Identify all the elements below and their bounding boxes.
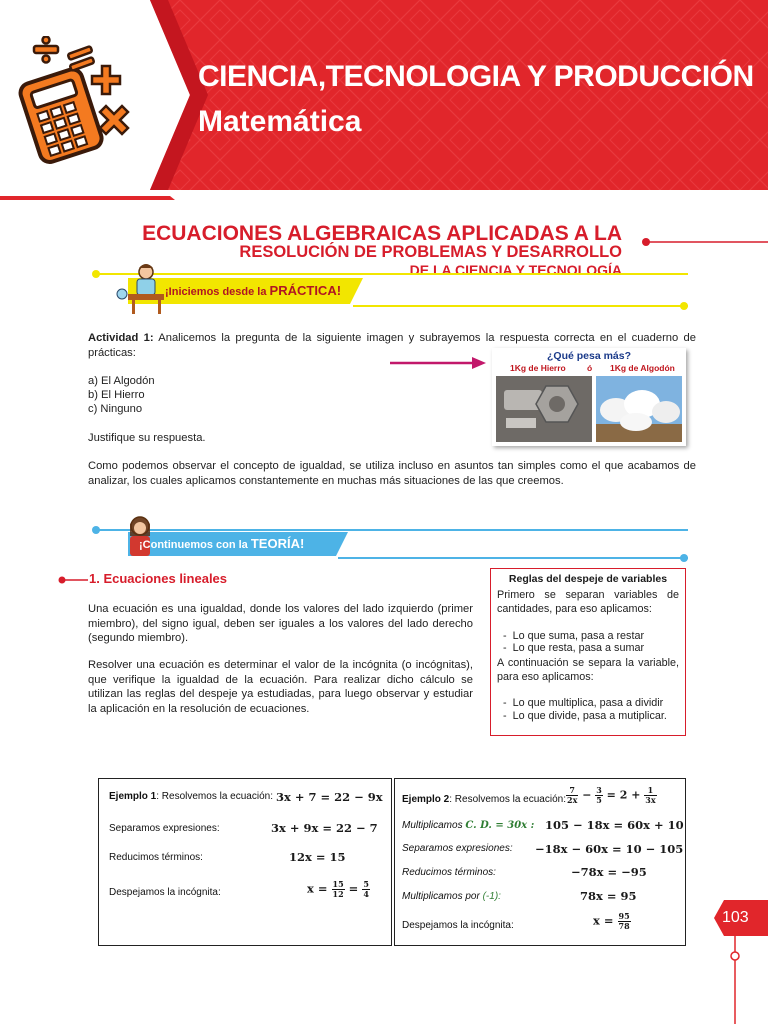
activity-option-c: c) Ninguno [88, 403, 143, 415]
example1-step3-math: x = $\frac{15}{12}$ = $\frac{5}{4}$ [307, 879, 369, 899]
example2-step2-label: Separamos expresiones: [402, 843, 513, 854]
section-title-line2: RESOLUCIÓN DE PROBLEMAS Y DESARROLLO [239, 243, 622, 261]
rules-item-subtract: - Lo que resta, pasa a sumar [503, 642, 645, 654]
section-title-line1: ECUACIONES ALGEBRAICAS APLICADAS A LA [142, 222, 622, 245]
equality-paragraph: Como podemos observar el concepto de igualdad, se utiliza incluso en asuntos tan simples como el que acabamos de analizar, los cuales aplicamos constantemente en muchas más situaciones de las que creemos. [88, 460, 696, 487]
example1-box [98, 778, 392, 946]
example2-step3-math: −78x = −95 [571, 865, 647, 879]
calculator-math-symbols-icon [14, 36, 144, 166]
activity-option-b: b) El Hierro [88, 389, 145, 401]
cotton-label: 1Kg de Algodón [610, 363, 675, 373]
page-number: 103 [722, 909, 749, 926]
example2-label: Ejemplo 2: Resolvemos la ecuación: [402, 794, 566, 805]
linear-definition: Una ecuación es una igualdad, donde los valores del lado izquierdo (primer miembro), del signo igual, deben ser iguales a los valores del lado derecho (segundo miembro). [88, 603, 473, 644]
example2-step2-math: −18x − 60x = 10 − 105 [535, 842, 684, 856]
rules-box [490, 568, 686, 736]
heading-bullet [56, 572, 90, 588]
example2-step4-math: 78x = 95 [580, 889, 637, 903]
example1-step2-label: Reducimos términos: [109, 852, 203, 863]
section-title-line3: DE LA CIENCIA Y TECNOLOGÍA [409, 262, 622, 278]
activity-instructions: Actividad 1: Analicemos la pregunta de la siguiente imagen y subrayemos la respuesta correcta en el cuaderno de prácticas: [88, 332, 696, 359]
subject-area-title: CIENCIA,TECNOLOGIA Y PRODUCCIÓN [198, 60, 754, 93]
title-decor-line [636, 232, 768, 252]
example1-label: Ejemplo 1: Resolvemos la ecuación: [109, 791, 273, 802]
example1-step1-math: 3x + 9x = 22 − 7 [271, 821, 378, 835]
rules-item-sum: - Lo que suma, pasa a restar [503, 630, 645, 642]
image-question-title: ¿Qué pesa más? [546, 350, 632, 362]
example2-box [394, 778, 686, 946]
example2-step5-label: Despejamos la incógnita: [402, 920, 514, 931]
practice-banner-text: ¡Iniciemos desde la PRÁCTICA! [165, 283, 342, 298]
example1-step2-math: 12x = 15 [289, 850, 346, 864]
weight-question-image [492, 348, 686, 446]
rules-item-divide: - Lo que divide, pasa a mutiplicar. [503, 710, 667, 722]
arrow-right-icon [390, 355, 490, 371]
example1-step3-label: Despejamos la incógnita: [109, 887, 221, 898]
example2-step5-math: x = $\frac{95}{78}$ [593, 911, 630, 931]
example2-step1-label: Multiplicamos C. D. = 30x : [402, 820, 535, 831]
linear-solving-paragraph: Resolver una ecuación es determinar el valor de la incógnita (o incógnitas), que verifique la igualdad de la ecuación. Para realizar dicho cálculo se utilizan las reglas del despeje ya estudiadas, para luego observar y estudiar la aplicación en la resolución de ecuaciones. [88, 659, 473, 715]
subject-title: Matemática [198, 105, 362, 138]
example2-step4-label: Multiplicamos por (-1): [402, 891, 501, 902]
example2-step3-label: Reducimos términos: [402, 867, 496, 878]
example2-equation: $\frac{7}{2x}$ − $\frac{3}{5}$ = 2 + $\frac{1}{3x}$ [567, 785, 656, 805]
rules-middle: A continuación se separa la variable, para eso aplicamos: [497, 657, 679, 683]
or-label: ó [587, 363, 593, 373]
justify-text: Justifique su respuesta. [88, 432, 206, 444]
linear-equations-heading: 1. Ecuaciones lineales [89, 571, 228, 586]
rules-item-multiply: - Lo que multiplica, pasa a dividir [503, 697, 664, 709]
rules-title: Reglas del despeje de variables [508, 573, 668, 585]
activity-option-a: a) El Algodón [88, 375, 155, 387]
example2-step1-math: 105 − 18x = 60x + 10 [545, 818, 684, 832]
theory-banner-text: ¡Continuemos con la TEORÍA! [139, 536, 305, 551]
iron-label: 1Kg de Hierro [510, 363, 566, 373]
rules-intro: Primero se separan variables de cantidades, para eso aplicamos: [497, 589, 679, 615]
page-header [0, 0, 768, 206]
example1-equation: 3x + 7 = 22 − 9x [276, 790, 383, 804]
example1-step1-label: Separamos expresiones: [109, 823, 220, 834]
iron-and-cotton-photo [496, 376, 682, 442]
